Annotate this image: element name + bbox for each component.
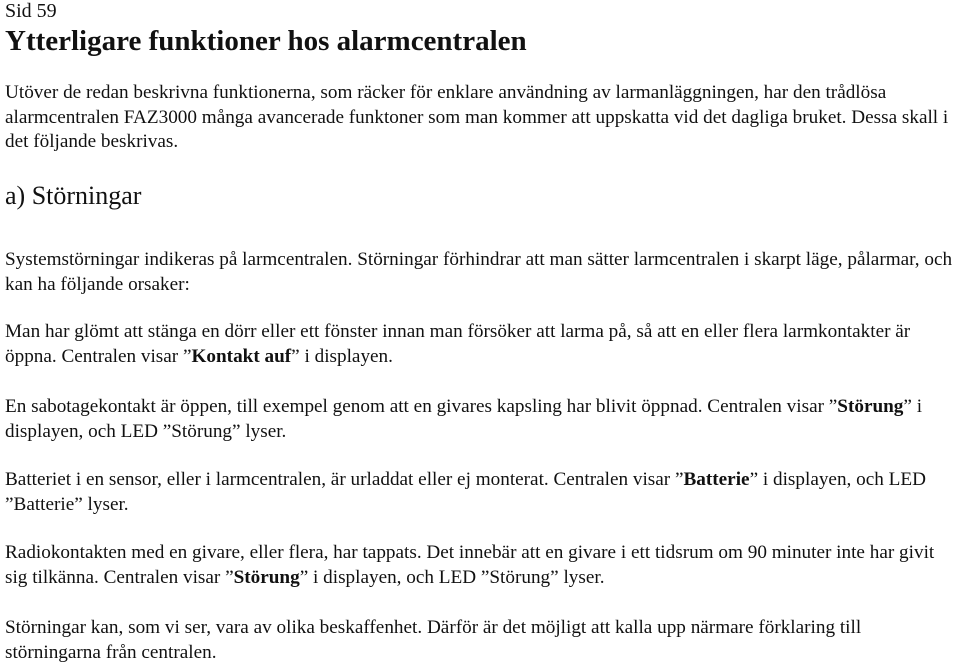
- display-message-kontakt-auf: Kontakt auf: [191, 345, 292, 367]
- door-open-paragraph: [5, 320, 957, 369]
- battery-paragraph: [5, 468, 957, 517]
- page-title: Ytterligare funktioner hos alarmcentralen: [5, 25, 527, 57]
- radio-text-after: ” i displayen, och LED ”Störung” lyser.: [299, 566, 605, 588]
- section-heading-storningar: a) Störningar: [5, 181, 142, 210]
- battery-text-before: Batteriet i en sensor, eller i larmcentralen, är urladdat eller ej monterat. Centralen visar ”: [5, 469, 684, 490]
- system-faults-paragraph: Systemstörningar indikeras på larmcentralen. Störningar förhindrar att man sätter larmcentralen i skarpt läge, pålarmar, och kan ha följande orsaker:: [5, 249, 953, 295]
- sabotage-text-after: ” i displayen, och LED ”Störung” lyser.: [5, 396, 923, 442]
- sabotage-text-before: En sabotagekontakt är öppen, till exempel genom att en givares kapsling har blivit öppnad. Centralen visar ”: [5, 396, 838, 417]
- display-message-storung: Störung: [837, 396, 904, 417]
- radio-text-before: Radiokontakten med en givare, eller flera, har tappats. Det innebär att en givare i ett tidsrum om 90 minuter inte har givit sig tilkänna. Centralen visar ”: [5, 542, 935, 588]
- closing-paragraph: Störningar kan, som vi ser, vara av olika beskaffenhet. Därför är det möjligt att kalla upp närmare förklaring till störningarna från centralen.: [5, 617, 862, 663]
- battery-text-after: ” i displayen, och LED ”Batterie” lyser.: [5, 469, 926, 515]
- page-number: Sid 59: [5, 0, 57, 22]
- door-text-after: ” i displayen.: [291, 345, 393, 367]
- display-message-batterie: Batterie: [683, 469, 750, 490]
- radio-contact-paragraph: [5, 541, 957, 590]
- display-message-storung-radio: Störung: [233, 566, 300, 588]
- door-text-before: Man har glömt att stänga en dörr eller ett fönster innan man försöker att larma på, så att en eller flera larmkontakter är öppna. Centralen visar ”: [5, 321, 911, 367]
- intro-paragraph: Utöver de redan beskrivna funktionerna, som räcker för enklare användning av larmanläggningen, har den trådlösa alarmcentralen FAZ3000 många avancerade funktoner som man kommer att uppskatta vid det dagliga bruket. Dessa skall i det följande beskrivas.: [5, 82, 949, 152]
- sabotage-paragraph: [5, 395, 957, 444]
